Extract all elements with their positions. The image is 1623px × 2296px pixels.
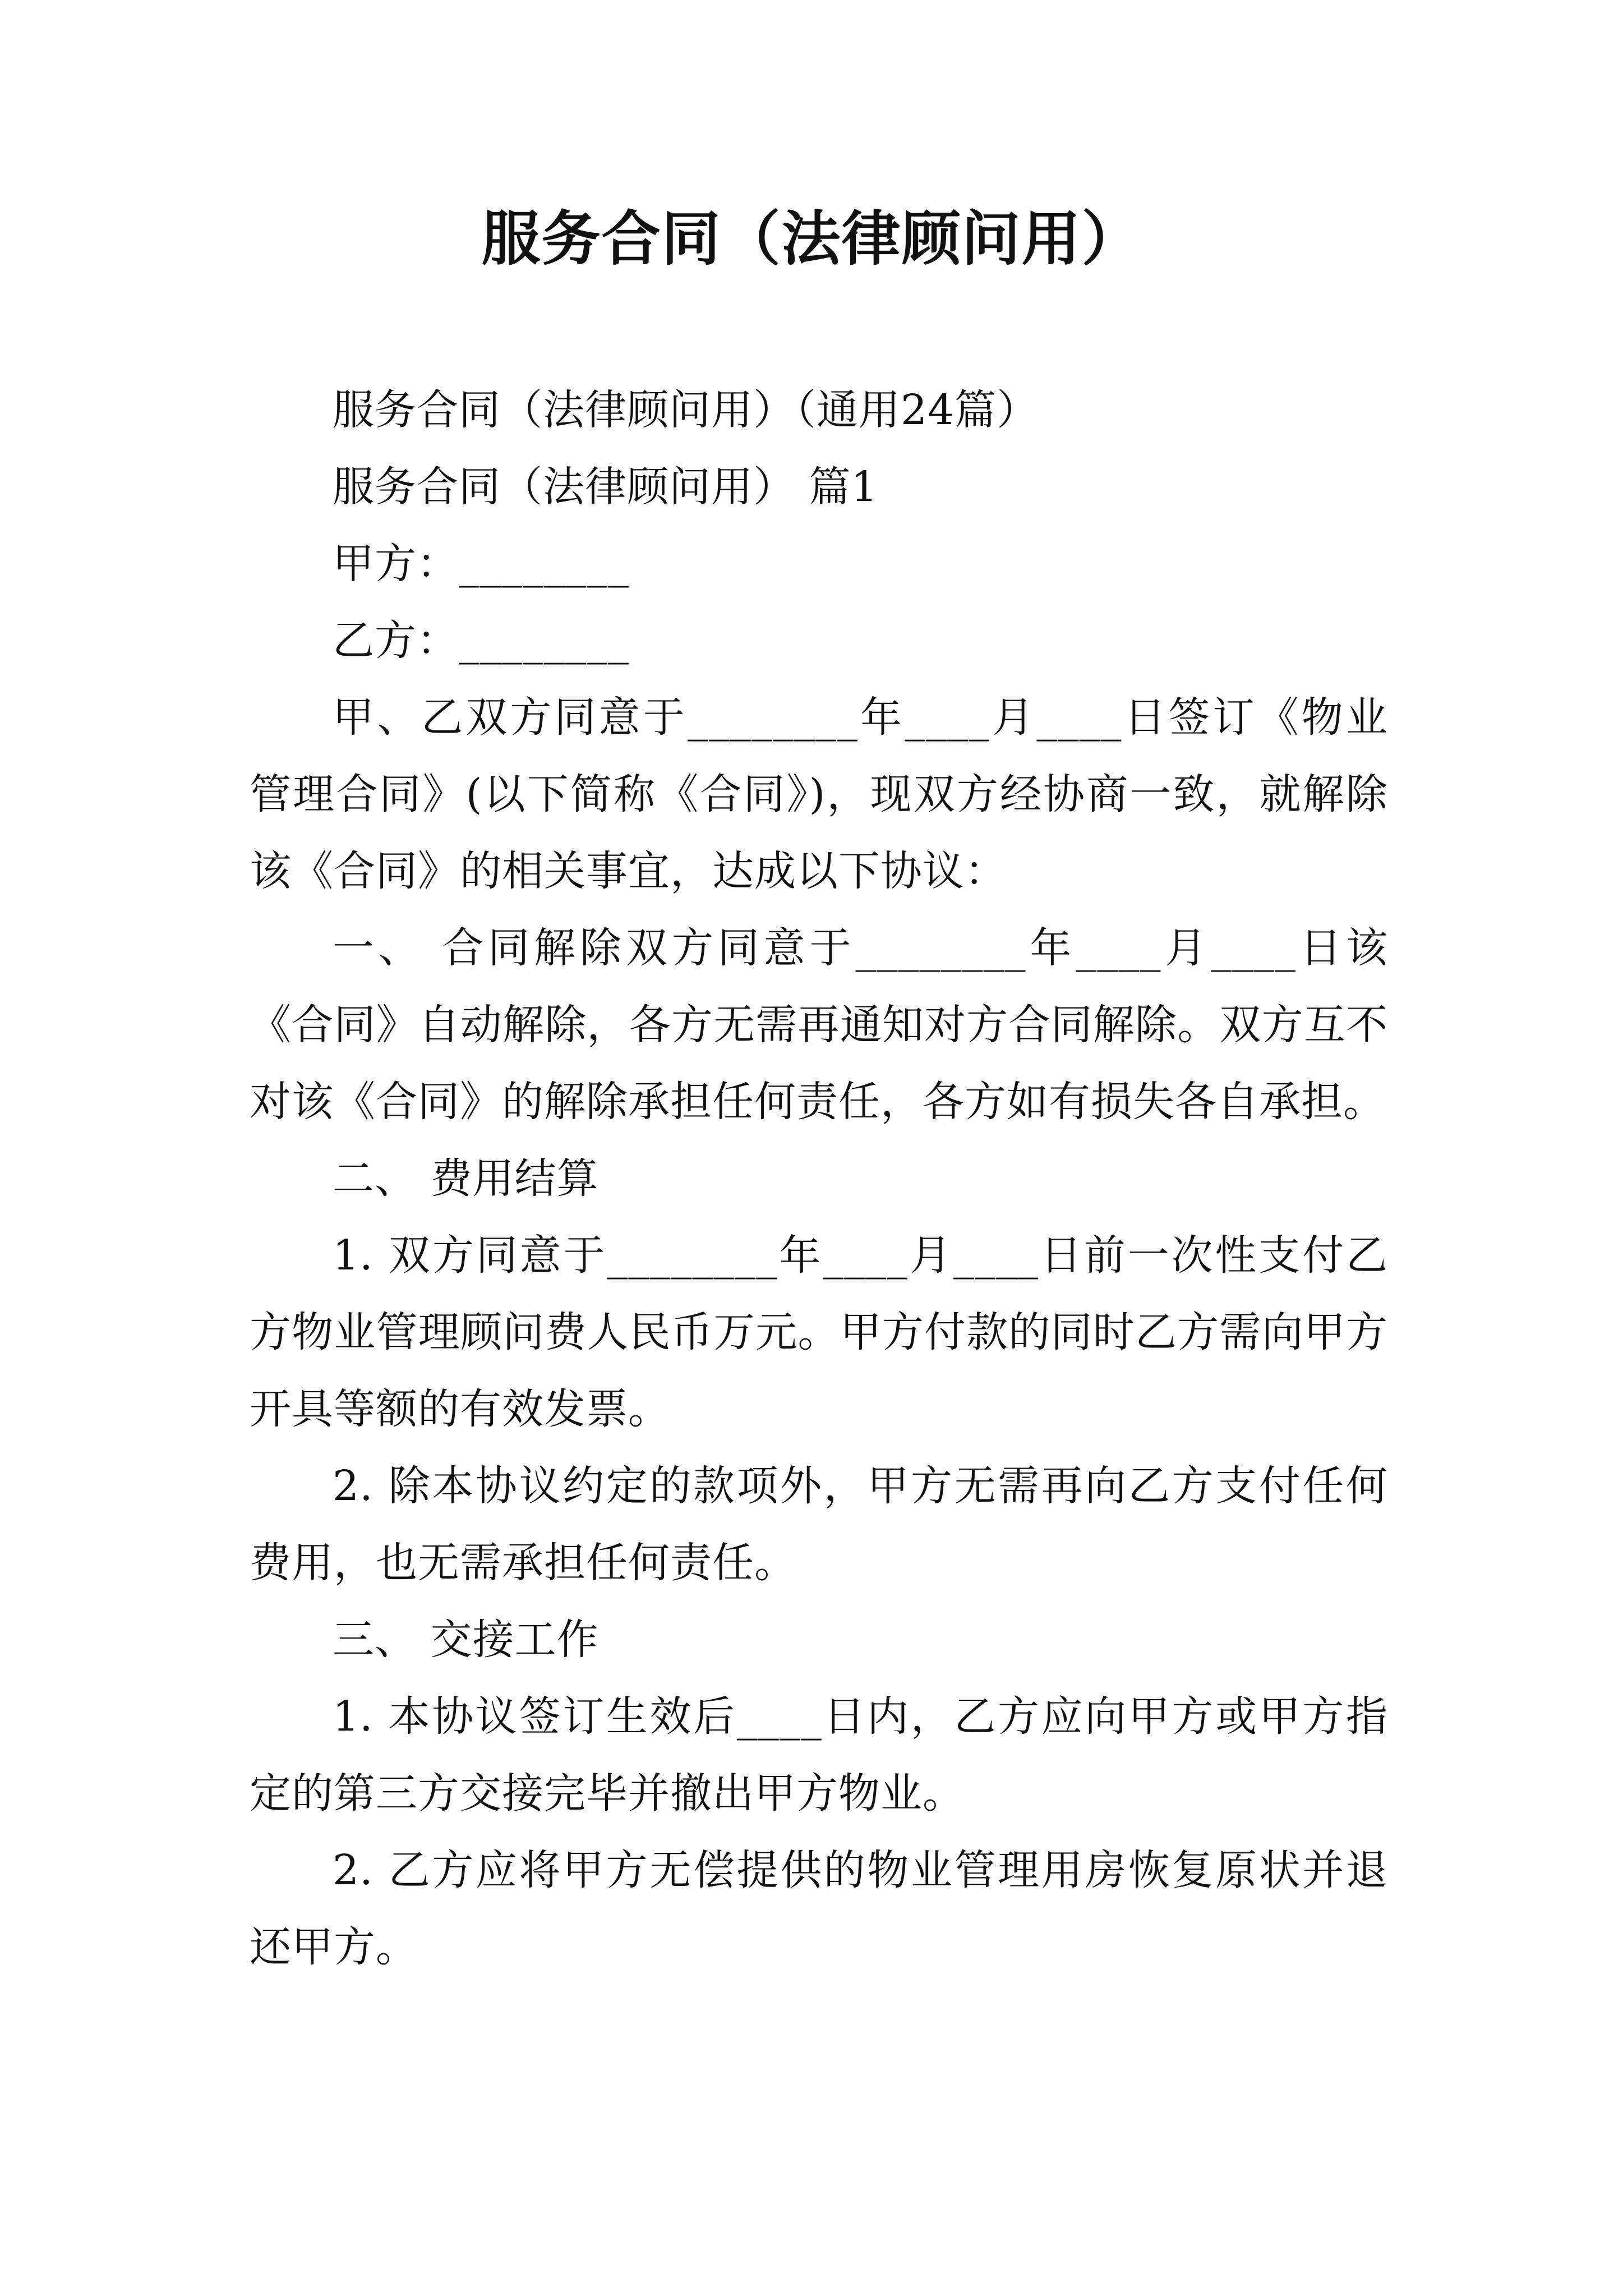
clause-3-item-2: 2. 乙方应将甲方无偿提供的物业管理用房恢复原状并退还甲方。 xyxy=(250,1846,1388,1971)
party-a-line: 甲方：________ xyxy=(333,540,629,588)
clause-3-heading: 三、 交接工作 xyxy=(333,1616,599,1664)
section-heading: 服务合同（法律顾问用） 篇1 xyxy=(333,463,878,511)
clause-2-heading: 二、 费用结算 xyxy=(333,1154,599,1203)
clause-2-item-1: 1. 双方同意于________年____月____日前一次性支付乙方物业管理顾问费人民币万元。甲方付款的同时乙方需向甲方开具等额的有效发票。 xyxy=(250,1231,1388,1433)
preamble-paragraph: 甲、乙双方同意于________年____月____日签订《物业管理合同》(以下简称《合同》)，现双方经协商一致，就解除该《合同》的相关事宜，达成以下协议： xyxy=(250,693,1388,895)
document-body xyxy=(250,372,1388,1986)
clause-1-termination: 一、 合同解除双方同意于________年____月____日该《合同》自动解除，各方无需再通知对方合同解除。双方互不对该《合同》的解除承担任何责任，各方如有损失各自承担。 xyxy=(250,924,1388,1126)
document-title: 服务合同（法律顾问用） xyxy=(481,204,1142,273)
party-b-line: 乙方：________ xyxy=(333,616,629,665)
clause-2-item-2: 2. 除本协议约定的款项外，甲方无需再向乙方支付任何费用，也无需承担任何责任。 xyxy=(250,1462,1388,1587)
clause-3-item-1: 1. 本协议签订生效后____日内，乙方应向甲方或甲方指定的第三方交接完毕并撤出甲方物业。 xyxy=(250,1692,1388,1818)
collection-heading: 服务合同（法律顾问用）（通用24篇） xyxy=(333,386,1039,434)
